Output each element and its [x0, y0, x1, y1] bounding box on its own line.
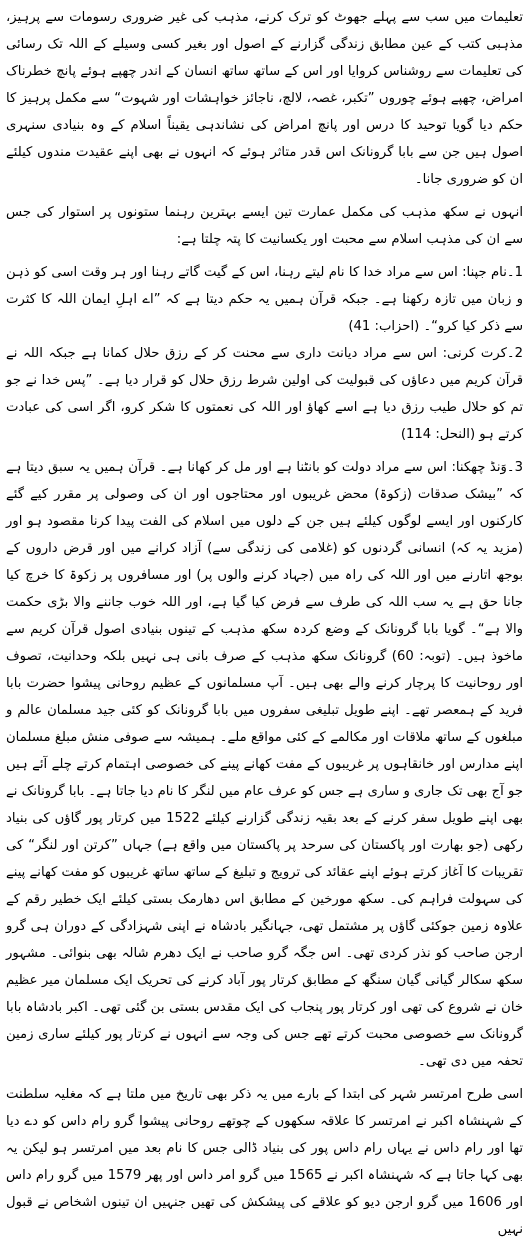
paragraph-teachings: تعلیمات میں سب سے پہلے جھوٹ کو ترک کرنے، مذہب کی غیر ضروری رسومات سے پرہیز، مذہبی کتب کے عین مطابق زندگی گزارنے کے اصول اور بغیر کسی وسیلے کے اللہ تک رسائی کی تعلیمات سے روشناس کروایا اور اس کے ساتھ ساتھ انسان کے اندر چھپے ہوئے پانچ خطرناک امراض، چھپے ہوئے چوروں ”تکبر، غصہ، لالچ، ناجائز خواہشات اور شہوت“ سے مکمل پرہیز کا حکم دیا گویا توحید کا درس اور پانچ امراض کی نشاندہی یقیناً اسلام کے وہ بنیادی سنہری اصول ہیں جن سے بابا گرونانک اس قدر متاثر ہوئے کہ انہوں نے بھی اپنے عقیدت مندوں کیلئے ان کو ضروری جانا۔	[6, 10, 523, 187]
paragraph-three-pillars: انہوں نے سکھ مذہب کی مکمل عمارت تین ایسے بہترین رہنما ستونوں پر استوار کی جس سے ان کی مذہب اسلام سے محبت اور یکسانیت کا پتہ چلتا ہے:	[6, 205, 523, 247]
paragraph-vand-chhakna: 3۔وَنڈ چھکنا: اس سے مراد دولت کو بانٹنا ہے اور مل کر کھانا ہے۔ قرآن ہمیں یہ سبق دیتا ہے کہ ”بیشک صدقات (زکوۃ) محض غریبوں اور محتاجوں اور ان کی وصولی پر مقرر کیے گئے کارکنوں اور ایسے لوگوں کیلئے ہیں جن کے دلوں میں اسلام کی الفت پیدا کرنا مقصود ہو اور (مزید یہ کہ) انسانی گردنوں کو (غلامی کی زندگی سے) آزاد کرانے میں اور قرض داروں کے بوجھ اتارنے میں اور اللہ کی راہ میں (جہاد کرنے والوں پر) اور مسافروں پر زکوۃ کا خرچ کیا جانا حق ہے یہ سب اللہ کی طرف سے فرض کیا گیا ہے، اور اللہ خوب جاننے والا بڑی حکمت والا ہے“۔ گویا بابا گرونانک کے وضع کردہ سکھ مذہب کے تینوں بنیادی اصول قرآن کریم سے ماخوذ ہیں۔ (توبہ: 60) گرونانک سکھ مذہب کے صرف بانی ہی نہیں بلکہ وحدانیت، تصوف اور روحانیت کا پرچار کرنے والے بھی ہیں۔ آپ مسلمانوں کے عظیم روحانی پیشوا حضرت بابا فرید کے ہمعصر تھے۔ اپنے طویل تبلیغی سفروں میں بابا گرونانک کو کئی جید مسلمان عالم و مبلغوں کے ساتھ ملاقات اور مکالمے کے کئی مواقع ملے۔ ہمیشہ سے صوفی منش مبلغ مسلمان اپنے مدارس اور خانقاہوں پر غریبوں کے مفت کھانے پینے کی خصوصی اہتمام کرتے چلے آئے ہیں جو آج بھی تک جاری و ساری ہے جس کو عرف عام میں لنگر کا نام دیا جاتا ہے۔ بابا گرونانک نے بھی اپنے طویل سفر کرنے کے بعد بقیہ زندگی گزارنے کیلئے 1522 میں کرتار پور گاؤں کی بنیاد رکھی (جو بھارت اور پاکستان کی سرحد پر پاکستان میں واقع ہے) جہاں ”کرتن اور لنگر“ کی تقریبات کا آغاز کرتے ہوئے اپنے عقائد کی ترویج و تبلیغ کے ساتھ ساتھ غریبوں کو مفت کھانے پینے کی سہولت فراہم کی۔ سکھ مورخین کے مطابق اس دھارمک بستی کیلئے ایک خطیر رقم کے علاوہ زمین جوکئی گاؤں پر مشتمل تھی، جہانگیر بادشاہ نے اپنی شہزادگی کے دوران ہی گرو ارجن صاحب کو نذر کردی تھی۔ اس جگہ گرو صاحب نے ایک دھرم شالہ بھی بنوائی۔ مشہور سکھ سکالر گیانی گیان سنگھ کے مطابق کرتار پور آباد کرنے کی تحریک ایک مسلمان میر عظیم خان نے شروع کی تھی اور کرتار پور پنجاب کی ایک مقدس بستی بن گئی تھی۔ اکبر بادشاہ بابا گرونانک سے خصوصی محبت کرتے تھے جس کی وجہ سے انہوں نے کرتار پور کیلئے ساری زمین تحفہ میں دی تھی۔	[6, 460, 524, 1069]
paragraph-naam-japna: 1۔نام جپنا: اس سے مراد خدا کا نام لیتے رہنا، اس کے گیت گاتے رہنا اور ہر وقت اسی کو ذہن و زبان میں تازہ رکھنا ہے۔ جبکہ قرآن ہمیں یہ حکم دیتا ہے کہ ”اے اہلِ ایمان اللہ کا کثرت سے ذکر کیا کرو“۔ (احزاب: 41)	[6, 265, 523, 334]
paragraph-kirat-karni: 2۔کرت کرنی: اس سے مراد دیانت داری سے محنت کر کے رزق حلال کمانا ہے جبکہ اللہ نے قرآن کریم میں دعاؤں کی قبولیت کی اولین شرط رزق حلال کو قرار دیا ہے۔ ”پس خدا نے جو تم کو حلال طیب رزق دیا ہے اسے کھاؤ اور اللہ کی نعمتوں کا شکر کرو، اگر اسی کی عبادت کرتے ہو (النحل: 114)	[6, 346, 523, 442]
paragraph-amritsar: اسی طرح امرتسر شہر کی ابتدا کے بارے میں یہ ذکر بھی تاریخ میں ملتا ہے کہ مغلیہ سلطنت کے شہنشاہ اکبر نے امرتسر کا علاقہ سکھوں کے چوتھے روحانی پیشوا گرو رام داس کو دے دیا تھا اور رام داس نے یہاں رام داس پور کی بنیاد ڈالی جس کا نام بعد میں امرتسر ہو لیکن یہ بھی کہا جاتا ہے کہ شہنشاہ اکبر نے 1565 میں گرو امر داس اور پھر 1579 میں گرو رام داس اور 1606 میں گرو ارجن دیو کو علاقے کی پیشکش کی تھیں جنہیں ان تینوں اشخاص نے قبول نہیں	[6, 1087, 524, 1237]
